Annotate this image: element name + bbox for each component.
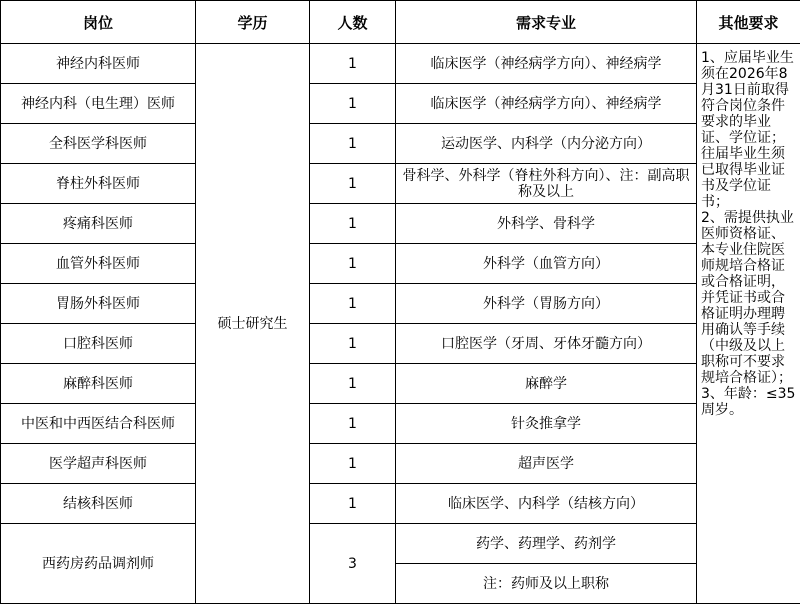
major-cell: 超声医学 xyxy=(396,444,697,484)
major-cell: 临床医学（神经病学方向）、神经病学 xyxy=(396,44,697,84)
count-cell: 1 xyxy=(310,324,396,364)
post-cell: 脊柱外科医师 xyxy=(1,164,196,204)
post-cell: 口腔科医师 xyxy=(1,324,196,364)
count-cell: 1 xyxy=(310,164,396,204)
table-row xyxy=(1,364,800,404)
count-cell: 1 xyxy=(310,484,396,524)
major-note-cell: 注：药师及以上职称 xyxy=(396,564,697,604)
count-cell: 3 xyxy=(310,524,396,604)
post-cell: 全科医学科医师 xyxy=(1,124,196,164)
table-row xyxy=(1,284,800,324)
table-row xyxy=(1,204,800,244)
post-cell: 中医和中西医结合科医师 xyxy=(1,404,196,444)
major-cell: 口腔医学（牙周、牙体牙髓方向） xyxy=(396,324,697,364)
education-cell: 硕士研究生 xyxy=(196,44,310,604)
header-count: 人数 xyxy=(310,1,396,44)
major-cell: 药学、药理学、药剂学 xyxy=(396,524,697,564)
table-row xyxy=(1,124,800,164)
major-cell: 外科学（血管方向） xyxy=(396,244,697,284)
major-cell: 临床医学、内科学（结核方向） xyxy=(396,484,697,524)
major-cell: 外科学（胃肠方向） xyxy=(396,284,697,324)
table-row xyxy=(1,164,800,204)
post-cell: 结核科医师 xyxy=(1,484,196,524)
header-education: 学历 xyxy=(196,1,310,44)
post-cell: 疼痛科医师 xyxy=(1,204,196,244)
count-cell: 1 xyxy=(310,444,396,484)
post-cell: 麻醉科医师 xyxy=(1,364,196,404)
post-cell: 医学超声科医师 xyxy=(1,444,196,484)
other-requirements-cell xyxy=(697,44,800,604)
count-cell: 1 xyxy=(310,404,396,444)
count-cell: 1 xyxy=(310,124,396,164)
count-cell: 1 xyxy=(310,284,396,324)
table-row xyxy=(1,44,800,84)
other-requirement-2: 2、需提供执业医师资格证、本专业住院医师规培合格证或合格证明，并凭证书或合格证明办理聘用确认等手续（中级及以上职称可不要求规培合格证）； xyxy=(701,210,794,386)
major-cell: 骨科学、外科学（脊柱外科方向）、注：副高职称及以上 xyxy=(396,164,697,204)
major-cell: 运动医学、内科学（内分泌方向） xyxy=(396,124,697,164)
table-row xyxy=(1,484,800,524)
count-cell: 1 xyxy=(310,44,396,84)
other-requirement-3: 3、年龄：≤35周岁。 xyxy=(701,386,796,418)
count-cell: 1 xyxy=(310,364,396,404)
post-cell: 神经内科医师 xyxy=(1,44,196,84)
table-row xyxy=(1,444,800,484)
header-other: 其他要求 xyxy=(697,1,800,44)
header-post: 岗位 xyxy=(1,1,196,44)
post-cell: 神经内科（电生理）医师 xyxy=(1,84,196,124)
post-cell: 胃肠外科医师 xyxy=(1,284,196,324)
count-cell: 1 xyxy=(310,204,396,244)
table-row xyxy=(1,244,800,284)
major-cell: 临床医学（神经病学方向）、神经病学 xyxy=(396,84,697,124)
other-requirement-1: 1、应届毕业生须在2026年8月31日前取得符合岗位条件要求的毕业证、学位证；往届毕业生须已取得毕业证书及学位证书； xyxy=(701,50,794,210)
table-row xyxy=(1,324,800,364)
header-major: 需求专业 xyxy=(396,1,697,44)
post-cell: 血管外科医师 xyxy=(1,244,196,284)
count-cell: 1 xyxy=(310,84,396,124)
table-row xyxy=(1,524,800,564)
count-cell: 1 xyxy=(310,244,396,284)
table-row xyxy=(1,404,800,444)
table-row xyxy=(1,84,800,124)
post-cell: 西药房药品调剂师 xyxy=(1,524,196,604)
major-cell: 针灸推拿学 xyxy=(396,404,697,444)
major-cell: 外科学、骨科学 xyxy=(396,204,697,244)
major-cell: 麻醉学 xyxy=(396,364,697,404)
header-row xyxy=(1,1,800,44)
